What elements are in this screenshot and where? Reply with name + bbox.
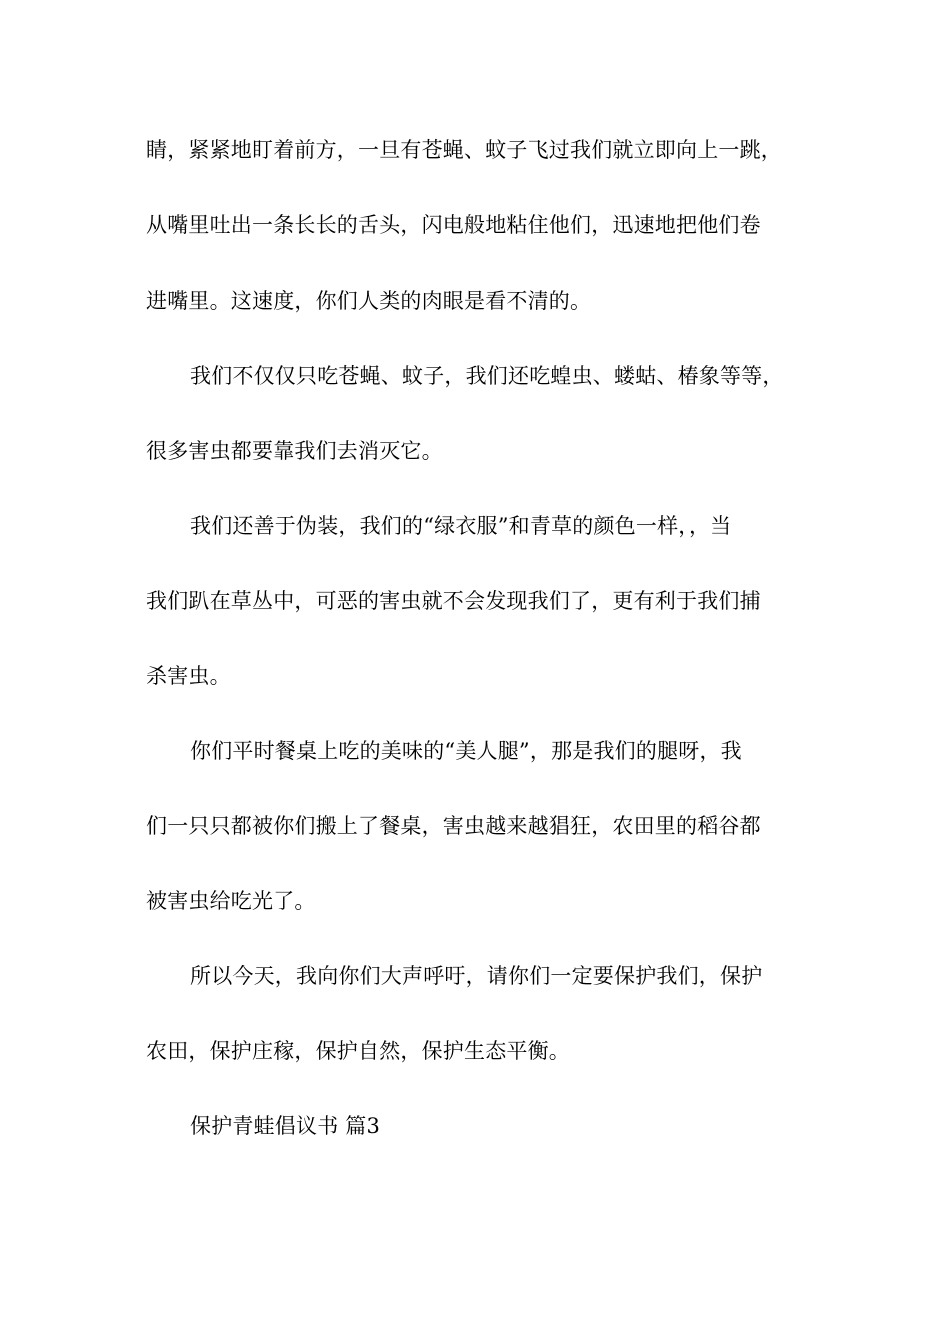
- paragraph-line: 杀害虫。: [146, 664, 231, 688]
- paragraph-line: 我们不仅仅只吃苍蝇、蚊子，我们还吃蝗虫、蝼蛄、椿象等等，: [190, 364, 784, 388]
- paragraph-line: 进嘴里。这速度，你们人类的肉眼是看不清的。: [146, 289, 592, 313]
- paragraph-line: 农田，保护庄稼，保护自然，保护生态平衡。: [146, 1039, 570, 1063]
- paragraph-line: 你们平时餐桌上吃的美味的“美人腿”，那是我们的腿呀，我: [190, 739, 742, 763]
- paragraph-line: 很多害虫都要靠我们去消灭它。: [146, 439, 443, 463]
- paragraph-line: 们一只只都被你们搬上了餐桌，害虫越来越猖狂，农田里的稻谷都: [146, 814, 761, 838]
- paragraph-line: 我们还善于伪装，我们的“绿衣服”和青草的颜色一样，，当: [190, 514, 732, 538]
- paragraph-line: 睛，紧紧地盯着前方，一旦有苍蝇、蚊子飞过我们就立即向上一跳，: [146, 138, 782, 162]
- paragraph-line: 从嘴里吐出一条长长的舌头，闪电般地粘住他们，迅速地把他们卷: [146, 213, 761, 237]
- paragraph-line: 我们趴在草丛中，可恶的害虫就不会发现我们了，更有利于我们捕: [146, 589, 761, 613]
- paragraph-line: 被害虫给吃光了。: [146, 889, 316, 913]
- section-heading: 保护青蛙倡议书 篇3: [190, 1114, 381, 1138]
- paragraph-line: 所以今天，我向你们大声呼吁，请你们一定要保护我们，保护: [190, 964, 763, 988]
